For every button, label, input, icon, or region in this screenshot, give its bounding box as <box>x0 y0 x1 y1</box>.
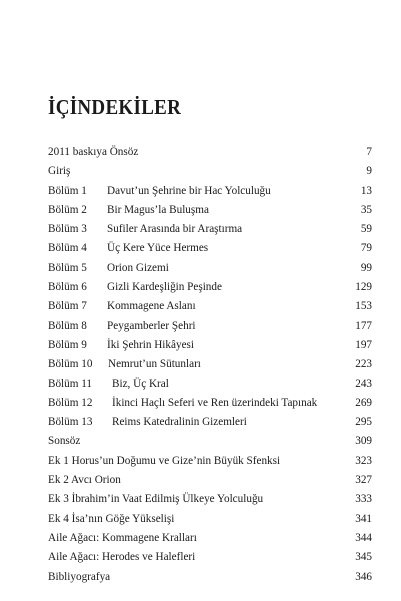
toc-chapter-number: Bölüm 4 <box>48 242 87 255</box>
toc-entry <box>48 355 372 374</box>
toc-page-number: 327 <box>355 474 372 487</box>
toc-entry <box>48 143 372 162</box>
toc-chapter-number: Bölüm 9 <box>48 338 87 351</box>
page-title: İÇİNDEKİLER <box>48 96 182 120</box>
toc-entry <box>48 317 372 336</box>
toc-entry <box>48 259 372 278</box>
toc-entry-title: Nemrut’un Sütunları <box>108 358 201 371</box>
toc-entry-title: Bir Magus’la Buluşma <box>107 203 209 216</box>
toc-chapter-number: Bölüm 1 <box>48 184 87 197</box>
toc-entry <box>48 394 372 413</box>
toc-page-number: 345 <box>355 551 372 564</box>
toc-entry-title: Giriş <box>48 165 71 178</box>
toc-entry <box>48 162 372 181</box>
toc-entry <box>48 375 372 394</box>
toc-page-number: 9 <box>366 165 372 178</box>
toc-entry-title: Peygamberler Şehri <box>107 319 196 332</box>
toc-chapter-number: Bölüm 6 <box>48 281 87 294</box>
toc-entry-title: İkinci Haçlı Seferi ve Ren üzerindeki Tapınak <box>112 396 318 409</box>
toc-chapter-number: Bölüm 10 <box>48 358 93 371</box>
toc-chapter-number: Bölüm 12 <box>48 396 93 409</box>
toc-page-number: 13 <box>360 184 372 197</box>
toc-entry-title: İki Şehrin Hikâyesi <box>107 338 194 351</box>
toc-entry <box>48 220 372 239</box>
toc-page-number: 7 <box>366 146 372 158</box>
toc-entry-title: 2011 baskıya Önsöz <box>48 146 139 158</box>
toc-entry-title: Gizli Kardeşliğin Peşinde <box>107 281 222 294</box>
toc-entry-title: Sufiler Arasında bir Araştırma <box>107 223 243 236</box>
toc-entry-title: Ek 2 Avcı Orion <box>48 474 121 487</box>
toc-entry-title: Bibliyografya <box>48 570 111 583</box>
toc-entry <box>48 432 372 451</box>
toc-entry-title: Kommagene Aslanı <box>107 300 196 313</box>
toc-entry <box>48 278 372 297</box>
toc-page-number: 269 <box>355 396 372 409</box>
toc-entry-title: Davut’un Şehrine bir Hac Yolculuğu <box>107 184 271 197</box>
toc-entry <box>48 297 372 316</box>
table-of-contents <box>48 143 372 587</box>
toc-page-number: 323 <box>355 454 372 467</box>
toc-chapter-number: Bölüm 3 <box>48 223 87 236</box>
toc-page-number: 344 <box>355 531 372 544</box>
toc-entry <box>48 239 372 258</box>
toc-entry <box>48 548 372 567</box>
toc-page-number: 309 <box>355 435 372 448</box>
toc-page-number: 333 <box>355 493 372 506</box>
toc-entry <box>48 336 372 355</box>
toc-chapter-number: Bölüm 2 <box>48 203 87 216</box>
toc-entry <box>48 201 372 220</box>
toc-entry <box>48 452 372 471</box>
toc-page-number: 59 <box>360 223 372 236</box>
toc-page-number: 177 <box>355 319 372 332</box>
toc-entry <box>48 413 372 432</box>
toc-entry-title: Reims Katedralinin Gizemleri <box>112 416 247 429</box>
toc-entry <box>48 182 372 201</box>
toc-page-number: 197 <box>355 338 372 351</box>
toc-entry-title: Aile Ağacı: Kommagene Kralları <box>48 531 197 544</box>
toc-chapter-number: Bölüm 8 <box>48 319 87 332</box>
toc-page-number: 129 <box>355 281 372 294</box>
toc-entry-title: Ek 3 İbrahim’in Vaat Edilmiş Ülkeye Yolculuğu <box>48 493 264 506</box>
toc-entry-title: Biz, Üç Kral <box>112 377 169 390</box>
toc-page-number: 341 <box>355 512 372 525</box>
toc-chapter-number: Bölüm 7 <box>48 300 87 313</box>
toc-entry-title: Üç Kere Yüce Hermes <box>107 242 209 255</box>
toc-chapter-number: Bölüm 5 <box>48 261 87 274</box>
toc-entry <box>48 568 372 587</box>
toc-entry <box>48 490 372 509</box>
toc-page-number: 243 <box>355 377 372 390</box>
toc-page-number: 79 <box>360 242 372 255</box>
toc-entry <box>48 529 372 548</box>
toc-entry-title: Aile Ağacı: Herodes ve Halefleri <box>48 551 196 564</box>
toc-entry-title: Ek 4 İsa’nın Göğe Yükselişi <box>48 512 175 525</box>
toc-entry-title: Sonsöz <box>48 435 81 448</box>
toc-page-number: 99 <box>360 261 372 274</box>
toc-entry <box>48 471 372 490</box>
toc-chapter-number: Bölüm 11 <box>48 377 93 390</box>
toc-entry-title: Ek 1 Horus’un Doğumu ve Gize’nin Büyük Sfenksi <box>48 454 281 467</box>
toc-entry-title: Orion Gizemi <box>107 261 169 274</box>
toc-chapter-number: Bölüm 13 <box>48 416 93 429</box>
toc-page-number: 295 <box>355 416 372 429</box>
toc-page-number: 35 <box>360 203 372 216</box>
toc-entry <box>48 510 372 529</box>
toc-page-number: 223 <box>355 358 372 371</box>
toc-page-number: 153 <box>355 300 372 313</box>
toc-page-number: 346 <box>355 570 372 583</box>
